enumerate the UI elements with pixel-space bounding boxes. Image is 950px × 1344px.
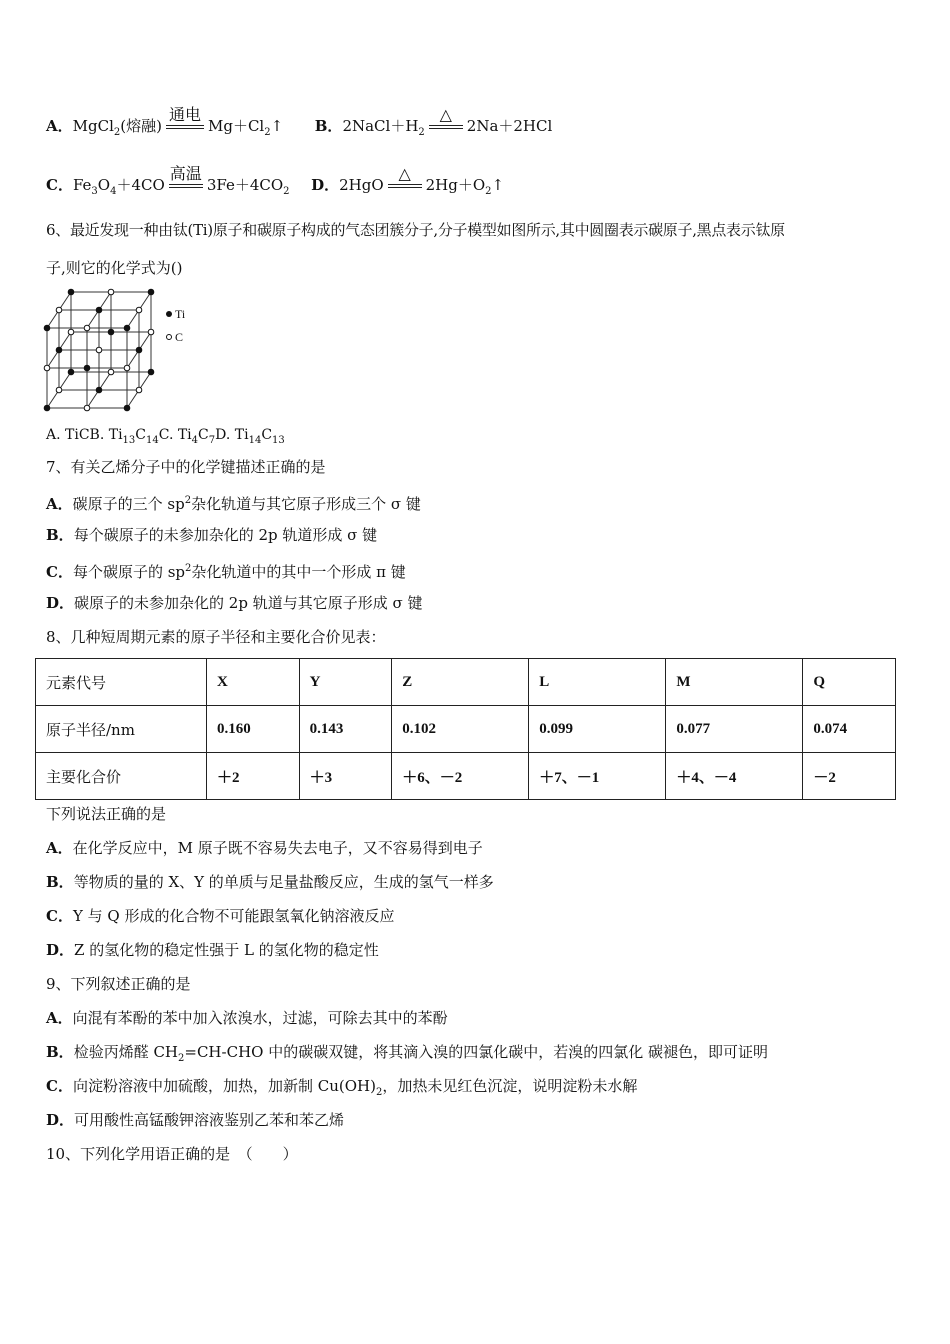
q8-stem: 8、几种短周期元素的原子半径和主要化合价见表： [46,628,386,646]
q9-option-c: C．向淀粉溶液中加硫酸，加热，加新制 $Cu(OH)_2$，加热未见红色沉淀，说明淀粉未水解 [46,1077,638,1098]
q9-option-b: B．检验丙烯醛 $CH_2=CH$-CHO 中的碳碳双键，将其滴入溴的四氯化碳中，若溴的四氯化 碳褪色，即可证明 [46,1043,768,1064]
table-cell: L [529,659,666,706]
table-cell: X [207,659,300,706]
q5-option-cd: C．$Fe_3O_4+4CO$ 高温 $3Fe+4CO_2$ D．2HgO △ $2Hg+O_2↑$ [46,164,505,197]
q6-stem-line2: 子,则它的化学式为() [46,259,183,277]
table-row [36,659,896,706]
q7-stem: 7、有关乙烯分子中的化学键描述正确的是 [46,458,326,476]
table-cell: ＋6、－2 [392,753,529,800]
q6-stem-line1: 6、最近发现一种由钛(Ti)原子和碳原子构成的气态团簇分子,分子模型如图所示,其中圆圈表示碳原子,黑点表示钛原 [46,221,785,239]
c-legend-icon [167,335,172,340]
table-cell: 0.143 [299,706,392,753]
reaction-condition: △ [388,176,422,196]
table-cell: ＋7、－1 [529,753,666,800]
q10-stem: 10、下列化学用语正确的是 （ ） [46,1145,298,1163]
q8-option-b: B．等物质的量的 X、Y 的单质与足量盐酸反应，生成的氢气一样多 [46,873,494,891]
table-cell: 0.074 [803,706,896,753]
q9-option-d: D．可用酸性高锰酸钾溶液鉴别乙苯和苯乙烯 [46,1111,345,1129]
table-row [36,706,896,753]
table-cell: Y [299,659,392,706]
table-cell: 0.102 [392,706,529,753]
q7-option-a: A．碳原子的三个 $sp^2$杂化轨道与其它原子形成三个 σ 键 [46,495,421,513]
reaction-condition: △ [429,117,463,137]
q8-after: 下列说法正确的是 [46,805,167,823]
q8-option-a: A．在化学反应中，M 原子既不容易失去电子，又不容易得到电子 [46,839,483,857]
table-cell: ＋2 [207,753,300,800]
table-cell: 0.160 [207,706,300,753]
q8-option-c: C．Y 与 Q 形成的化合物不可能跟氢氧化钠溶液反应 [46,907,395,925]
table-row-header: 元素代号 [36,659,207,706]
q6-options: A. TiCB. $Ti_{13}C_{14}C$. $Ti_4C_7D$. $Ti_{14}C_{13}$ [46,427,285,446]
table-row [36,753,896,800]
q7-option-b: B．每个碳原子的未参加杂化的 2p 轨道形成 σ 键 [46,526,378,544]
legend-c: C [175,330,184,344]
ti-c-cluster-diagram [38,285,198,417]
reaction-condition: 通电 [166,117,204,137]
q9-option-a: A．向混有苯酚的苯中加入浓溴水，过滤，可除去其中的苯酚 [46,1009,448,1027]
table-row-header: 主要化合价 [36,753,207,800]
table-cell: M [666,659,803,706]
legend-ti: Ti [175,307,186,321]
table-cell: ＋4、－4 [666,753,803,800]
reaction-condition: 高温 [169,176,203,196]
table-row-header: 原子半径/nm [36,706,207,753]
ti-legend-icon [166,311,172,317]
table-cell: Q [803,659,896,706]
q7-option-c: C．每个碳原子的 $sp^2$杂化轨道中的其中一个形成 π 键 [46,563,406,581]
q9-stem: 9、下列叙述正确的是 [46,975,191,993]
table-cell: 0.099 [529,706,666,753]
q8-option-d: D．Z 的氢化物的稳定性强于 L 的氢化物的稳定性 [46,941,379,959]
q7-option-d: D．碳原子的未参加杂化的 2p 轨道与其它原子形成 σ 键 [46,594,423,612]
table-cell: －2 [803,753,896,800]
table-cell: Z [392,659,529,706]
element-table [35,658,896,800]
table-cell: 0.077 [666,706,803,753]
table-cell: ＋3 [299,753,392,800]
q5-option-ab: A．MgCl$_2$(熔融) 通电 $Mg+Cl_2↑$ B．$2NaCl+H_2$ △ 2Na＋2HCl [46,105,553,138]
